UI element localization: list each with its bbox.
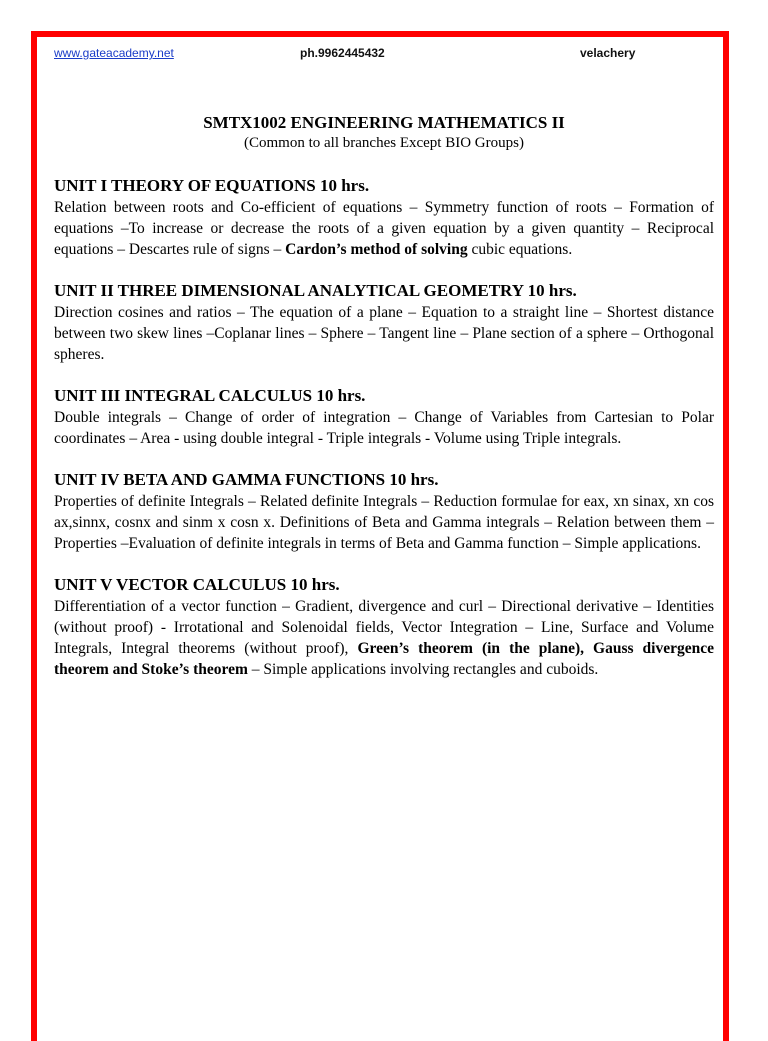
unit-heading: UNIT III INTEGRAL CALCULUS 10 hrs. — [54, 386, 366, 405]
unit-text-bold: Green’s theorem (in the plane), Gauss divergence theorem and Stoke’s theorem — [54, 640, 715, 678]
course-subtitle: (Common to all branches Except BIO Groups) — [244, 135, 524, 151]
website-link[interactable]: www.gateacademy.net — [54, 46, 174, 60]
unit-5 — [54, 574, 714, 680]
unit-heading: UNIT I THEORY OF EQUATIONS 10 hrs. — [54, 176, 370, 195]
page-header — [54, 46, 714, 64]
unit-heading: UNIT II THREE DIMENSIONAL ANALYTICAL GEOMETRY 10 hrs. — [54, 281, 577, 300]
syllabus-document — [54, 112, 714, 700]
unit-4 — [54, 469, 714, 554]
unit-heading: UNIT V VECTOR CALCULUS 10 hrs. — [54, 575, 340, 594]
unit-description: Double integrals – Change of order of integration – Change of Variables from Cartesian to Polar coordinates – Area - using double integral - Triple integrals - Volume using Triple integrals. — [54, 409, 714, 447]
unit-text: Differentiation of a vector function – Gradient, divergence and curl – Directional derivative – Identities (without proof) - Irrotational and Solenoidal fields, Vector Integration – Line, Surface and Volume Integrals, Integral theorems (without proof), — [54, 598, 714, 657]
unit-text: Relation between roots and Co-efficient of equations – Symmetry function of roots – Formation of equations –To increase or decrease the roots of a given equation by a given quantity – Reciprocal equations – Descartes rule of signs – — [54, 199, 714, 258]
location-label: velachery — [580, 46, 636, 60]
course-title: SMTX1002 ENGINEERING MATHEMATICS II — [203, 113, 565, 132]
unit-description: Properties of definite Integrals – Related definite Integrals – Reduction formulae for eax, xn sinax, xn cos ax,sinnx, cosnx and sinm x cosn x. Definitions of Beta and Gamma integrals – Relation between them – Properties –Evaluation of definite integrals in terms of Beta and Gamma function – Simple applications. — [54, 493, 714, 552]
unit-description: Direction cosines and ratios – The equation of a plane – Equation to a straight line – Shortest distance between two skew lines –Coplanar lines – Sphere – Tangent line – Plane section of a sphere – Orthogonal spheres. — [54, 304, 714, 363]
unit-description — [54, 197, 714, 260]
unit-description — [54, 596, 714, 680]
phone-number: ph.9962445432 — [300, 46, 385, 60]
unit-text: – Simple applications involving rectangles and cuboids. — [247, 661, 599, 678]
unit-text: cubic equations. — [467, 241, 573, 258]
unit-3 — [54, 385, 714, 449]
unit-1 — [54, 175, 714, 260]
unit-heading: UNIT IV BETA AND GAMMA FUNCTIONS 10 hrs. — [54, 470, 439, 489]
unit-text-bold: Cardon’s method of solving — [285, 241, 468, 258]
unit-2 — [54, 280, 714, 365]
